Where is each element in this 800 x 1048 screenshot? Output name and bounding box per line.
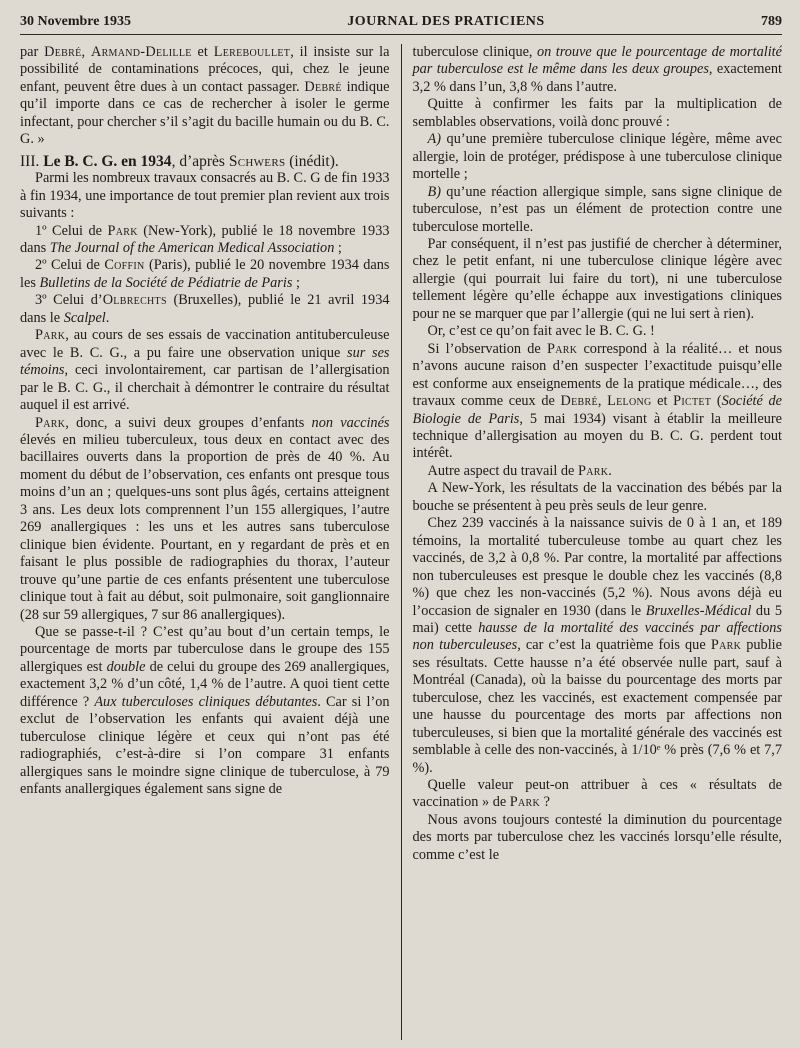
paragraph: Quelle valeur peut-on attribuer à ces « résultats de vaccination » de Park ? — [412, 777, 782, 811]
paragraph: 1º Celui de Park (New-York), publié le 18 novembre 1933 dans The Journal of the American Medical Association ; — [20, 222, 390, 256]
header-rule — [20, 34, 782, 35]
paragraph: Par conséquent, il n’est pas justifié de chercher à déterminer, chez le petit enfant, ni une tuberculose clinique légère avec allergie (qui pourrait lui faire du tort), ni une tuberculose tellement légère qu’elle échappe aux investigations cliniques pour ne se marquer que par l’allergie (qui ne lui sert à rien). — [412, 235, 782, 322]
paragraph: 3º Celui d’Olbrechts (Bruxelles), publié le 21 avril 1934 dans le Scalpel. — [20, 292, 390, 326]
paragraph: tuberculose clinique, on trouve que le pourcentage de mortalité par tuberculose est le même dans les deux groupes, exactement 3,2 % dans l’un, 3,8 % dans l’autre. — [412, 44, 782, 95]
header-date: 30 Novembre 1935 — [20, 14, 131, 29]
paragraph: Park, donc, a suivi deux groupes d’enfants non vaccinés élevés en milieu tuberculeux, tous deux en contact avec des bacillaires ouverts dans la proportion de près de 40 %. Au moment du début de l’observation, ces enfants ont presque tous moins d’un an ; quelques-uns sont plus âgés, certains atteignent 3 ans. Les deux lots comprennent l’un 155 allergiques, l’autre 269 anallergiques : les uns et les autres sans tuberculose clinique bien évidente. Pourtant, en y regardant de près et en faisant le plus possible de radiographies du thorax, l’auteur trouve qu’une partie de ces enfants présentent une tuberculose clinique tout à fait au début, soit pulmonaire, soit ganglionnaire (28 sur 59 allergiques, 7 sur 86 anallergiques). — [20, 414, 390, 623]
paragraph: par Debré, Armand-Delille et Lereboullet, il insiste sur la possibilité de contaminations précoces, qui, chez le jeune enfant, peuvent être dues à un contact passager. Debré indique qu’il importe dans ce cas de rechercher à isoler le germe infectant, pour chercher s’il s’agit du bacille humain ou du B. C. G. » — [20, 44, 390, 148]
paragraph: B) qu’une réaction allergique simple, sans signe clinique de tuberculose, n’est pas un élément de protection contre une tuberculose mortelle. — [412, 183, 782, 235]
right-column — [402, 44, 783, 1040]
two-column-body — [20, 44, 782, 1040]
paragraph: Si l’observation de Park correspond à la réalité… et nous n’avons aucune raison d’en suspecter l’exactitude puisqu’elle est conforme aux enseignements de la pratique médicale…, des travaux comme ceux de Debré, Lelong et Pictet (Société de Biologie de Paris, 5 mai 1934) visant à établir la meilleure technique d’allergisation au moyen du B. C. G. perdent tout intérêt. — [412, 340, 782, 462]
paragraph: Quitte à confirmer les faits par la multiplication de semblables observations, voilà donc prouvé : — [412, 96, 782, 130]
page-header — [20, 14, 782, 40]
page-number: 789 — [761, 14, 782, 29]
paragraph: 2º Celui de Coffin (Paris), publié le 20 novembre 1934 dans les Bulletins de la Société de Pédiatrie de Paris ; — [20, 257, 390, 291]
paragraph: Autre aspect du travail de Park. — [427, 462, 612, 479]
paragraph: A) qu’une première tuberculose clinique légère, même avec allergie, loin de protéger, prédispose à une tuberculose clinique mortelle ; — [412, 131, 782, 183]
section-heading: III. Le B. C. G. en 1934, d’après Schwers (inédit). — [20, 152, 339, 170]
paragraph: Que se passe-t-il ? C’est qu’au bout d’un certain temps, le pourcentage de morts par tuberculose dans le groupe des 155 allergiques est double de celui du groupe des 269 anallergiques, exactement 3,2 % d’un côté, 1,4 % de l’autre. A quoi tient cette différence ? Aux tuberculoses cliniques débutantes. Car si l’on exclut de l’observation les enfants qui avaient déjà une tuberculose clinique légère et ceux qui n’ont pas été radiographiés, c’est-à-dire si l’on compare 31 enfants allergiques sans le moindre signe clinique de tuberculose, à 79 enfants anallergiques également sans signe de — [20, 623, 390, 798]
paragraph: Chez 239 vaccinés à la naissance suivis de 0 à 1 an, et 189 témoins, la mortalité tuberculeuse tombe au quart chez les vaccinés, de 3,2 à 0,8 %. Par contre, la mortalité par affections non tuberculeuses est presque le double chez les vaccinés (8,8 %) que chez les non-vaccinés (5,2 %). Nous avons déjà eu l’occasion de signaler en 1930 (dans le Bruxelles-Médical du 5 mai) cette hausse de la mortalité des vaccinés par affections non tuberculeuses, car c’est la quatrième fois que Park publie ses résultats. Cette hausse n’a été observée nulle part, sauf à Montréal (Canada), où la baisse du pourcentage des morts par tuberculose, chez les vaccinés, est exactement compensée par une hausse du pourcentage des morts par affections non tuberculeuses, si bien que la mortalité générale des vaccinés est semblable à celle des non-vaccinés, à 1/10ᵉ % près (7,6 % et 7,7 %). — [412, 515, 782, 776]
paragraph: Nous avons toujours contesté la diminution du pourcentage des morts par tuberculose chez les vaccinés lorsqu’elle résulte, comme c’est le — [412, 811, 782, 863]
paragraph: A New-York, les résultats de la vaccination des bébés par la bouche se présentent à peu près seuls de leur genre. — [412, 480, 782, 514]
journal-title: JOURNAL DES PRATICIENS — [347, 14, 545, 29]
left-column — [20, 44, 401, 1040]
paragraph: Park, au cours de ses essais de vaccination antituberculeuse avec le B. C. G., a pu faire une observation unique sur ses témoins, ceci involontairement, car partisan de l’allergisation par le B. C. G., il cherchait à démontrer le contraire du résultat auquel il est arrivé. — [20, 327, 390, 414]
paragraph: Parmi les nombreux travaux consacrés au B. C. G de fin 1933 à fin 1934, une importance de tout premier plan revient aux trois suivants : — [20, 170, 390, 222]
paragraph: Or, c’est ce qu’on fait avec le B. C. G. ! — [427, 323, 655, 340]
